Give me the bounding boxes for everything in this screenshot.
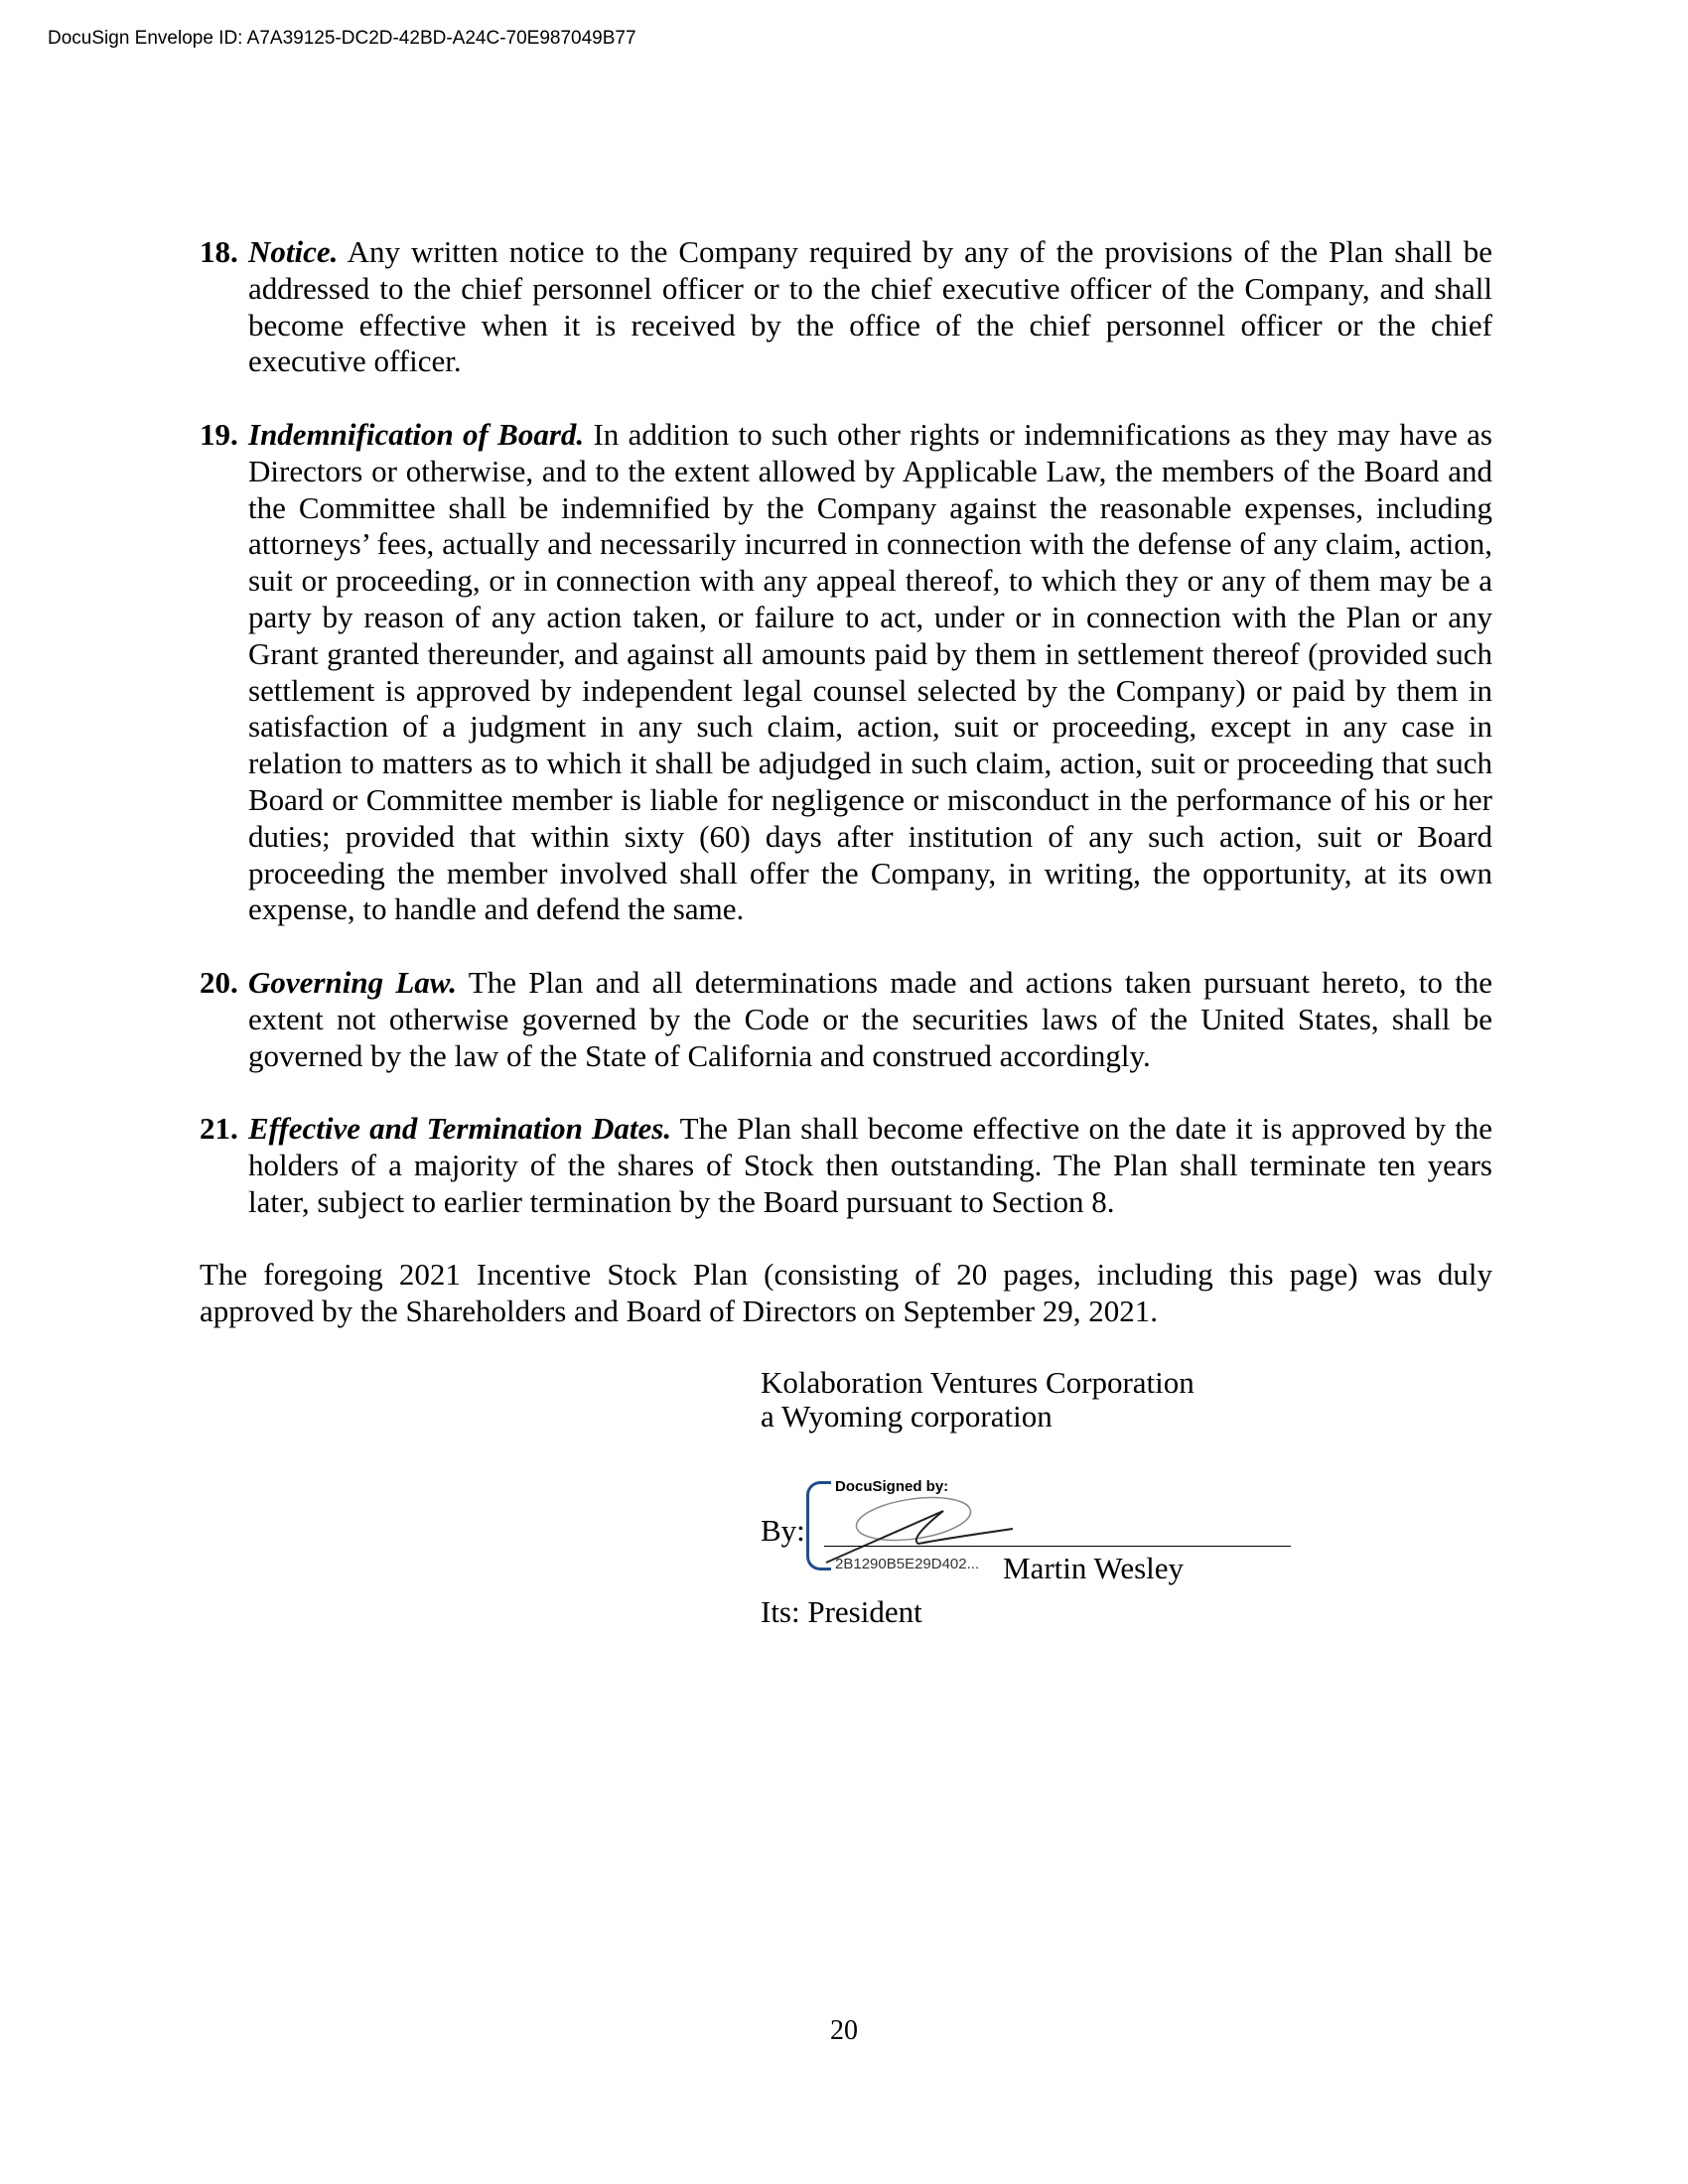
section-21 [200, 1111, 1492, 1220]
docusign-envelope-id: DocuSign Envelope ID: A7A39125-DC2D-42BD-A24C-70E987049B77 [48, 28, 636, 49]
section-number: 19. [200, 416, 238, 452]
section-title: Indemnification of Board. [248, 416, 585, 452]
section-text: Any written notice to the Company required by any of the provisions of the Plan shall be addressed to the chief personnel officer or to the chief executive officer of the Company, and shall become effective when it is received by the office of the chief personnel officer or the chief executive officer. [248, 234, 1492, 379]
section-text: In addition to such other rights or indemnifications as they may have as Directors or otherwise, and to the extent allowed by Applicable Law, the members of the Board and the Committee shall be indemnified by the Company against the reasonable expenses, including attorneys’ fees, actually and necessarily incurred in connection with the defense of any claim, action, suit or proceeding, or in connection with any appeal thereof, to which they or any of them may be a party by reason of any action taken, or failure to act, under or in connection with the Plan or any Grant granted thereunder, and against all amounts paid by them in settlement thereof (provided such settlement is approved by independent legal counsel selected by the Company) or paid by them in satisfaction of a judgment in any such claim, action, suit or proceeding, except in any case in relation to matters as to which it shall be adjudged in such claim, action, suit or proceeding that such Board or Committee member is liable for negligence or misconduct in the performance of his or her duties; provided that within sixty (60) days after institution of any such action, suit or Board proceeding the member involved shall offer the Company, in writing, the opportunity, at its own expense, to handle and defend the same. [248, 416, 1492, 927]
signature-company-block [761, 1366, 1195, 1433]
section-title: Notice. [248, 234, 339, 269]
docusigned-by-label: DocuSigned by: [835, 1478, 949, 1495]
section-19 [200, 417, 1492, 928]
company-type: a Wyoming corporation [761, 1399, 1053, 1433]
signature-line [824, 1546, 1291, 1547]
signer-name: Martin Wesley [1003, 1551, 1185, 1585]
section-number: 18. [200, 234, 238, 269]
company-name: Kolaboration Ventures Corporation [761, 1365, 1195, 1400]
section-text: The Plan shall become effective on the date it is approved by the holders of a majority of the shares of Stock then outstanding. The Plan shall terminate ten years later, subject to earlier termination by the Board pursuant to Section 8. [248, 1111, 1493, 1219]
section-text: The Plan and all determinations made and actions taken pursuant hereto, to the extent not otherwise governed by the Code or the securities laws of the United States, shall be governed by the law of the State of California and construed accordingly. [248, 964, 1492, 1073]
section-number: 20. [200, 964, 238, 1000]
signer-title: Its: President [761, 1594, 922, 1629]
by-label: By: [761, 1513, 805, 1548]
section-title: Governing Law. [248, 964, 458, 1000]
closing-statement: The foregoing 2021 Incentive Stock Plan (consisting of 20 pages, including this page) was duly approved by the Shareholders and Board of Directors on September 29, 2021. [200, 1257, 1492, 1329]
section-20 [200, 965, 1492, 1074]
document-body [200, 234, 1492, 1330]
docusign-signer-id: 2B1290B5E29D402... [835, 1556, 980, 1572]
page-number: 20 [830, 2015, 858, 2046]
section-title: Effective and Termination Dates. [248, 1111, 672, 1147]
section-18 [200, 234, 1492, 380]
section-number: 21. [200, 1111, 238, 1147]
